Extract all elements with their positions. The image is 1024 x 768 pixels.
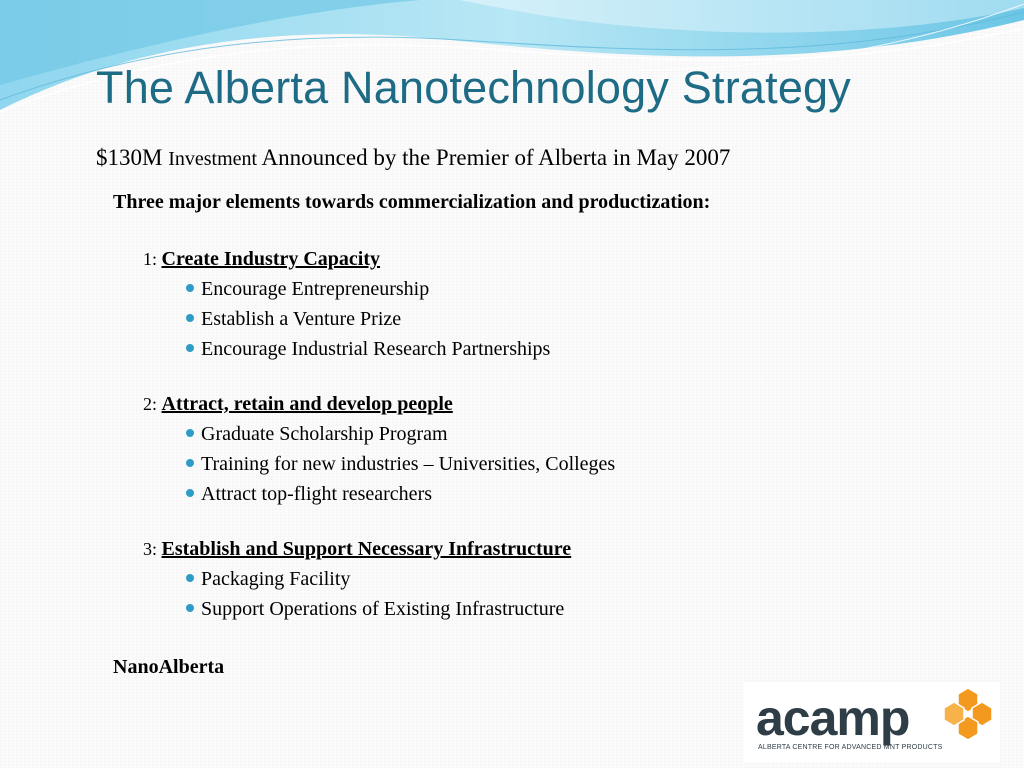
bullet-icon bbox=[186, 604, 194, 612]
bullet-icon bbox=[186, 459, 194, 467]
bullet-text: Encourage Industrial Research Partnerships bbox=[201, 338, 551, 360]
bullet-text: Graduate Scholarship Program bbox=[201, 423, 448, 445]
section-heading bbox=[143, 244, 550, 274]
section-1 bbox=[143, 244, 550, 364]
bullet-text: Establish a Venture Prize bbox=[201, 308, 402, 330]
section-2 bbox=[143, 389, 615, 509]
bullet-text: Packaging Facility bbox=[201, 568, 351, 590]
logo-wordmark: acamp bbox=[756, 690, 910, 746]
bullet-icon bbox=[186, 574, 194, 582]
bullet-text: Attract top-flight researchers bbox=[201, 483, 433, 505]
section-title: Attract, retain and develop people bbox=[161, 393, 453, 415]
section-heading bbox=[143, 534, 571, 564]
bullet-item bbox=[186, 449, 615, 479]
bullet-text: Support Operations of Existing Infrastructure bbox=[201, 598, 565, 620]
bullet-text: Training for new industries – Universities, Colleges bbox=[201, 453, 616, 475]
acamp-logo bbox=[744, 682, 1000, 762]
bullet-icon bbox=[186, 314, 194, 322]
bullet-item bbox=[186, 594, 571, 624]
bullet-icon bbox=[186, 344, 194, 352]
bullet-icon bbox=[186, 489, 194, 497]
section-3 bbox=[143, 534, 571, 624]
bullet-item bbox=[186, 334, 550, 364]
logo-tagline: ALBERTA CENTRE FOR ADVANCED MNT PRODUCTS bbox=[758, 744, 943, 751]
footer-note: NanoAlberta bbox=[113, 656, 225, 678]
bullet-item bbox=[186, 564, 571, 594]
bullet-list bbox=[143, 564, 571, 624]
bullet-item bbox=[186, 479, 615, 509]
bullet-icon bbox=[186, 284, 194, 292]
section-title: Establish and Support Necessary Infrastructure bbox=[161, 538, 572, 560]
subtitle-amount: $130M bbox=[96, 145, 169, 170]
hexagon-cluster-icon bbox=[940, 686, 996, 742]
bullet-list bbox=[143, 274, 550, 364]
section-number: 3: bbox=[143, 539, 162, 559]
slide-subtitle bbox=[96, 145, 730, 171]
section-number: 1: bbox=[143, 249, 162, 269]
subtitle-investment: Investment bbox=[168, 148, 258, 170]
slide-title: The Alberta Nanotechnology Strategy bbox=[96, 62, 851, 113]
section-title: Create Industry Capacity bbox=[161, 248, 381, 270]
bullet-list bbox=[143, 419, 615, 509]
bullet-icon bbox=[186, 429, 194, 437]
bullet-item bbox=[186, 419, 615, 449]
section-number: 2: bbox=[143, 394, 162, 414]
intro-text: Three major elements towards commercialization and productization: bbox=[113, 191, 711, 213]
bullet-item bbox=[186, 304, 550, 334]
bullet-text: Encourage Entrepreneurship bbox=[201, 278, 430, 300]
bullet-item bbox=[186, 274, 550, 304]
subtitle-announcement: Announced by the Premier of Alberta in May 2007 bbox=[257, 145, 731, 170]
section-heading bbox=[143, 389, 615, 419]
